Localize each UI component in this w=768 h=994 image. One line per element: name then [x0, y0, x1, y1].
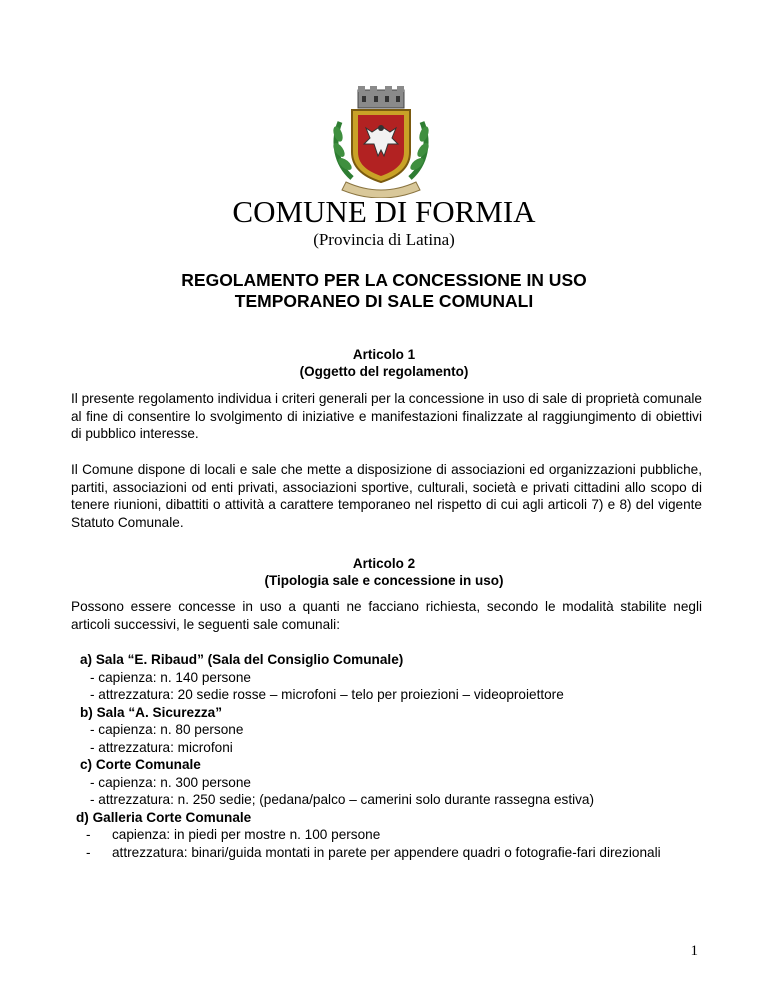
article-1-subheading: (Oggetto del regolamento) [299, 364, 469, 379]
regulation-title [0, 270, 768, 312]
article-1-paragraph-2: Il Comune dispone di locali e sale che mette a disposizione di associazioni ed organizzazioni pubbliche, partiti, associazioni od enti privati, associazioni sportive, culturali, società e privati cittadini allo scopo di tenere riunioni, dibattiti o attività a carattere temporaneo nel rispetto di cui agli articoli 7) e 8) del vigente Statuto Comunale. [71, 462, 702, 530]
regulation-title-line-1: REGOLAMENTO PER LA CONCESSIONE IN USO [181, 270, 587, 290]
bullet-dash: - [86, 844, 91, 860]
bullet-dash: - [86, 827, 91, 842]
municipality-title: COMUNE DI FORMIA [232, 194, 536, 229]
room-detail: - capienza: n. 80 persone [90, 722, 244, 737]
article-2-number: Articolo 2 [352, 556, 416, 571]
room-item-c [80, 756, 720, 809]
room-detail: attrezzatura: binari/guida montati in parete per appendere quadri o fotografie-fari direzionali [112, 844, 661, 860]
article-2-heading [0, 555, 768, 589]
room-detail: - attrezzatura: microfoni [90, 739, 233, 755]
room-detail: - capienza: n. 140 persone [90, 669, 251, 685]
coat-of-arms-icon [322, 82, 440, 198]
article-1-paragraph-1: Il presente regolamento individua i criteri generali per la concessione in uso di sale di proprietà comunale al fine di consentire lo svolgimento di iniziative e manifestazioni finalizzate al raggiungimento di obiettivi di pubblico interesse. [71, 391, 702, 441]
room-name: d) Galleria Corte Comunale [76, 809, 252, 825]
room-item-a [80, 651, 720, 704]
room-detail: capienza: in piedi per mostre n. 100 persone [112, 827, 381, 842]
room-name: b) Sala “A. Sicurezza” [80, 704, 223, 720]
room-detail: - attrezzatura: 20 sedie rosse – microfoni – telo per proiezioni – videoproiettore [90, 687, 564, 702]
article-1-heading [0, 346, 768, 380]
article-1-number: Articolo 1 [352, 347, 416, 362]
room-detail: - capienza: n. 300 persone [90, 774, 251, 790]
article-2-subheading: (Tipologia sale e concessione in uso) [264, 573, 504, 588]
page-number: 1 [690, 943, 698, 959]
room-item-b [80, 704, 720, 757]
rooms-list [76, 651, 720, 861]
room-name: c) Corte Comunale [80, 757, 201, 772]
province-subtitle: (Provincia di Latina) [313, 230, 455, 249]
regulation-title-line-2: TEMPORANEO DI SALE COMUNALI [234, 291, 534, 311]
room-detail-row [80, 844, 720, 862]
article-2-intro: Possono essere concesse in uso a quanti ne facciano richiesta, secondo le modalità stabilite negli articoli successivi, le seguenti sale comunali: [71, 599, 702, 632]
room-name: a) Sala “E. Ribaud” (Sala del Consiglio Comunale) [80, 652, 404, 667]
room-detail-row [80, 826, 720, 844]
room-item-d [76, 809, 720, 862]
room-detail: - attrezzatura: n. 250 sedie; (pedana/palco – camerini solo durante rassegna estiva) [90, 792, 595, 807]
